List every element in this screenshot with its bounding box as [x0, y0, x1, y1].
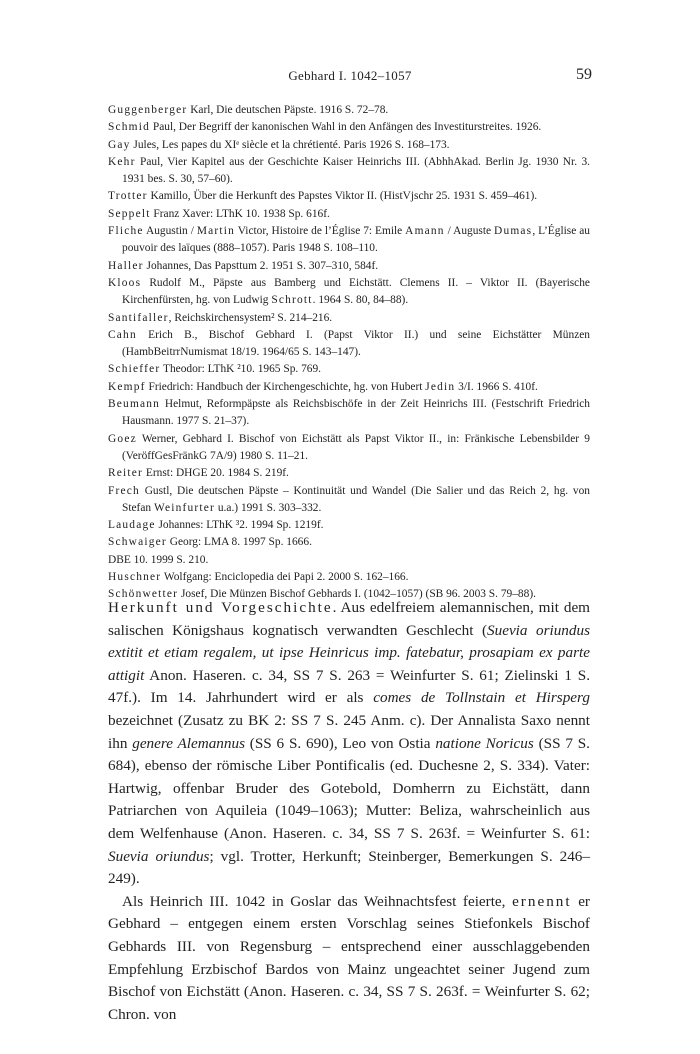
text-run: (SS 7 S. 684), ebenso der römische Liber Pontificalis (ed. Duchesne 2, S. 334). Vater: Hartwig, offenbar Bruder des Gotebold, Domherrn zu Eichstätt, dann Patriarchen von Aquileia (1049–1063); Mutter: Beliza, wahrscheinlich aus dem Welfenhause (Anon. Haseren. c. 34, SS 7 S. 263f. = Weinfurter S. 61:	[108, 734, 590, 842]
author-name: Schrott	[271, 294, 313, 307]
entry-text: , L’Église au pouvoir des laïques (888–1057). Paris 1948 S. 108–110.	[122, 225, 590, 255]
bib-entry	[108, 379, 590, 396]
author-name: Goez	[108, 432, 137, 445]
page-number: 59	[576, 66, 592, 83]
bib-entry	[108, 275, 590, 310]
author-name: Frech	[108, 484, 140, 497]
entry-text: Wolfgang: Enciclopedia dei Papi 2. 2000 S. 162–166.	[161, 571, 409, 584]
entry-text: Paul, Der Begriff der kanonischen Wahl in den Anfängen des Investiturstreites. 1926.	[150, 121, 542, 134]
text-run: Als Heinrich III. 1042 in Goslar das Weihnachtsfest feierte,	[122, 892, 513, 910]
entry-text: Erich B., Bischof Gebhard I. (Papst Viktor II.) und seine Eichstätter Münzen (HambBeitrrNumismat 18/19. 1964/65 S. 143–147).	[122, 328, 590, 359]
author-name: Schwaiger	[108, 536, 167, 549]
author-name: Amann	[405, 225, 445, 238]
bib-entry	[108, 310, 590, 327]
main-text	[108, 597, 590, 1026]
latin-quote: natione Noricus	[435, 734, 534, 752]
entry-text: Johannes: LThK ³2. 1994 Sp. 1219f.	[155, 519, 324, 532]
author-name: Santifaller	[108, 311, 169, 324]
author-name: Dumas	[494, 225, 533, 238]
author-name: Kehr	[108, 155, 136, 168]
bib-entry	[108, 396, 590, 431]
author-name: Huschner	[108, 571, 162, 584]
author-name: Schmid	[108, 121, 151, 134]
emphasized-word: ernennt	[512, 892, 572, 910]
bib-entry	[108, 188, 590, 205]
latin-quote: Suevia oriundus	[108, 847, 210, 865]
entry-text: Ernst: DHGE 20. 1984 S. 219f.	[143, 467, 289, 480]
entry-text: Georg: LMA 8. 1997 Sp. 1666.	[166, 536, 312, 549]
author-name: Haller	[108, 259, 144, 272]
text-run: (SS 6 S. 690), Leo von Ostia	[245, 734, 436, 752]
author-name: Schieffer	[108, 363, 161, 376]
running-title: Gebhard I. 1042–1057	[288, 68, 412, 83]
bib-entry	[108, 431, 590, 466]
bibliography-list	[108, 102, 590, 604]
text-run: Anon. Haseren. c. 34, SS 7 S. 263 = Weinfurter S. 61; Zielinski 1 S. 47f.). Im 14. Jahrhundert wird er als	[108, 666, 590, 707]
author-name: Fliche	[108, 225, 144, 238]
entry-text: . 1964 S. 80, 84–88).	[312, 294, 409, 307]
entry-text: Werner, Gebhard I. Bischof von Eichstätt als Papst Viktor II., in: Fränkische Lebensbilder 9 (VeröffGesFränkG 7A/9) 1980 S. 11–21.	[122, 432, 590, 462]
entry-text: Karl, Die deutschen Päpste. 1916 S. 72–78.	[187, 104, 389, 116]
author-name: Seppelt	[108, 207, 151, 220]
paragraph-appointment	[108, 891, 590, 1027]
entry-text: Franz Xaver: LThK 10. 1938 Sp. 616f.	[150, 207, 330, 220]
running-head	[0, 66, 700, 86]
entry-text: Johannes, Das Papsttum 2. 1951 S. 307–310, 584f.	[143, 259, 379, 272]
entry-text: Josef, Die Münzen Bischof Gebhards I. (1042–1057) (SB 96. 2003 S. 79–88).	[178, 588, 536, 601]
text-run: bezeichnet (Zusatz zu BK 2: SS 7 S. 245 Anm. c). Der Annalista Saxo nennt ihn	[108, 711, 590, 752]
author-name: Kloos	[108, 276, 142, 289]
author-name: Beumann	[108, 398, 161, 411]
bib-entry	[108, 517, 590, 534]
entry-text: Theodor: LThK ²10. 1965 Sp. 769.	[160, 363, 322, 376]
text-run: er Gebhard – entgegen einem ersten Vorschlag seines Stiefonkels Bischof Gebhards III. von Regensburg – entsprechend einer ausschlaggebenden Empfehlung Erzbischof Bardos von Mainz ungeachtet seiner Jugend zum Bischof von Eichstätt (Anon. Haseren. c. 34, SS 7 S. 263f. = Weinfurter S. 62; Chron. von	[108, 892, 590, 1023]
bib-entry	[108, 569, 590, 586]
entry-text: Rudolf M., Päpste aus Bamberg und Eichstätt. Clemens II. – Viktor II. (Bayerische Kirchenfürsten, hg. von Ludwig	[122, 276, 590, 307]
bib-entry	[108, 223, 590, 258]
entry-text: DBE 10. 1999 S. 210.	[108, 553, 209, 566]
author-name: Reiter	[108, 467, 144, 480]
bib-entry	[108, 552, 590, 569]
author-name: Jedin	[425, 380, 456, 393]
bib-entry	[108, 102, 590, 119]
bib-entry	[108, 483, 590, 518]
author-name: Laudage	[108, 519, 156, 532]
entry-text: Jules, Les papes du XIᵉ siècle et la chrétienté. Paris 1926 S. 168–173.	[130, 138, 450, 151]
bib-entry	[108, 361, 590, 378]
entry-text: Paul, Vier Kapitel aus der Geschichte Kaiser Heinrichs III. (AbhhAkad. Berlin Jg. 1930 Nr. 3. 1931 bes. S. 30, 57–60).	[122, 155, 590, 186]
bib-entry	[108, 258, 590, 275]
bib-entry	[108, 534, 590, 551]
latin-quote: Suevia oriundus extitit et etiam regalem, ut ipse Heinricus imp. fatebatur, prosapiam ex parte attigit	[108, 621, 590, 684]
entry-text: , Reichskirchensystem² S. 214–216.	[168, 311, 333, 324]
section-heading: Herkunft und Vorgeschichte	[108, 599, 333, 616]
text-run: ; vgl. Trotter, Herkunft; Steinberger, Bemerkungen S. 246–249).	[108, 847, 590, 888]
author-name: Guggenberger	[108, 104, 188, 116]
bib-entry	[108, 137, 590, 154]
author-name: Martin	[196, 225, 236, 238]
entry-text: Augustin /	[143, 225, 197, 238]
entry-text: Helmut, Reformpäpste als Reichsbischöfe in der Zeit Heinrichs III. (Festschrift Friedrich Hausmann. 1977 S. 21–37).	[122, 398, 590, 428]
entry-text: Kamillo, Über die Herkunft des Papstes Viktor II. (HistVjschr 25. 1931 S. 459–461).	[147, 190, 538, 203]
bib-entry	[108, 119, 590, 136]
entry-text: Friedrich: Handbuch der Kirchengeschichte, hg. von Hubert	[145, 380, 426, 393]
author-name: Cahn	[108, 328, 137, 341]
bib-entry	[108, 154, 590, 189]
author-name: Gay	[108, 138, 131, 151]
latin-quote: genere Alemannus	[132, 734, 245, 752]
entry-text: / Auguste	[444, 225, 495, 238]
bib-entry	[108, 327, 590, 362]
paragraph-origin	[108, 597, 590, 891]
entry-text: Victor, Histoire de l’Église 7: Emile	[235, 225, 406, 238]
text-run: . Aus edelfreiem alemannischen, mit dem salischen Königshaus kognatisch verwandten Geschlecht (	[108, 599, 591, 639]
entry-text: Gustl, Die deutschen Päpste – Kontinuität und Wandel (Die Salier und das Reich 2, hg. von Stefan	[122, 484, 590, 514]
entry-text: 3/I. 1966 S. 410f.	[455, 380, 538, 393]
bib-entry	[108, 206, 590, 223]
bib-entry	[108, 465, 590, 482]
author-name: Trotter	[108, 190, 148, 203]
author-name: Kempf	[108, 380, 146, 393]
entry-text: u.a.) 1991 S. 303–332.	[215, 501, 322, 514]
author-name: Schönwetter	[108, 588, 179, 601]
author-name: Weinfurter	[153, 501, 216, 514]
latin-quote: comes de Tollnstain et Hirsperg	[373, 689, 590, 707]
